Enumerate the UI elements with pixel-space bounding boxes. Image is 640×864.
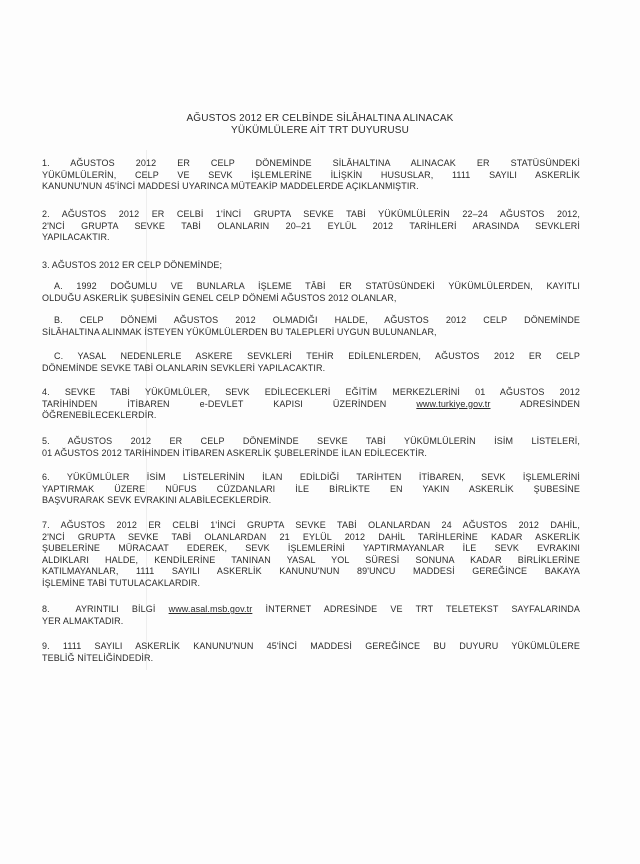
paragraph-7-line: 2'NCİ GRUPTA SEVKE TABİ OLANLARDAN 21 EYLÜL 2012 DAHİL TARİHLERİNE KADAR ASKERLİK xyxy=(42,531,580,542)
paragraph-1 xyxy=(42,158,580,193)
paragraph-8-text: 8. AYRINTILI BİLGİ xyxy=(42,604,169,614)
paragraph-7-line: ŞUBELERİNE MÜRACAAT EDEREK, SEVK İŞLEMLERİNİ YAPTIRMAYANLAR İLE SEVK EVRAKINI xyxy=(42,543,580,553)
paragraph-6-line: YAPTIRMAK ÜZERE NÜFUS CÜZDANLARI İLE BİRLİKTE EN YAKIN ASKERLİK ŞUBESİNE xyxy=(42,483,580,494)
asal-msb-link[interactable]: www.asal.msb.gov.tr xyxy=(168,604,253,614)
paragraph-7-line: KATILMAYANLAR, 1111 SAYILI ASKERLİK KANUNU'NUN 89'UNCU MADDESİ GEREĞİNCE BAKAYA xyxy=(42,566,580,576)
paragraph-3b-line: B. CELP DÖNEMİ AĞUSTOS 2012 OLMADIĞI HALDE, AĞUSTOS 2012 CELP DÖNEMİNDE xyxy=(54,315,580,325)
paragraph-3a-line: A. 1992 DOĞUMLU VE BUNLARLA İŞLEME TÂBİ ER STATÜSÜNDEKİ YÜKÜMLÜLERDEN, KAYITLI xyxy=(54,281,580,291)
paragraph-5-line: 5. AĞUSTOS 2012 ER CELP DÖNEMİNDE SEVKE TABİ YÜKÜMLÜLERİN İSİM LİSTELERİ, xyxy=(42,436,580,446)
paragraph-3c xyxy=(54,351,580,363)
paragraph-9-line: 9. 1111 SAYILI ASKERLİK KANUNU'NUN 45'İNCİ MADDESİ GEREĞİNCE BU DUYURU YÜKÜMLÜLERE xyxy=(42,641,580,651)
paragraph-5 xyxy=(42,436,580,459)
paragraph-7-line: ALDIKLARI HALDE, KENDİLERİNE TANINAN YASAL YOL SÜRESİ SONUNA KADAR BİRLİKLERİNE xyxy=(42,554,580,565)
paragraph-8 xyxy=(42,604,580,627)
paragraph-3 xyxy=(42,260,580,272)
paragraph-3b-cont xyxy=(42,327,580,339)
paragraph-7-line: İŞLEMİNE TABİ TUTULACAKLARDIR. xyxy=(42,577,201,588)
paragraph-8-line: YER ALMAKTADIR. xyxy=(42,615,124,626)
paragraph-4-text: ADRESİNDEN xyxy=(490,398,581,409)
paragraph-7-line: 7. AĞUSTOS 2012 ER CELBİ 1'İNCİ GRUPTA SEVKE TABİ OLANLARDAN 24 AĞUSTOS 2012 DAHİL, xyxy=(42,520,580,530)
paragraph-2-line: 2. AĞUSTOS 2012 ER CELBİ 1'İNCİ GRUPTA SEVKE TABİ YÜKÜMLÜLERİN 22–24 AĞUSTOS 2012, xyxy=(42,209,580,219)
paragraph-4-line-with-link xyxy=(42,399,580,411)
paragraph-2 xyxy=(42,209,580,244)
paragraph-8-text: İNTERNET ADRESİNDE VE TRT TELETEKST SAYFALARINDA xyxy=(252,604,580,614)
paragraph-3a-cont xyxy=(42,293,580,305)
paragraph-3c-line: DÖNEMİNDE SEVKE TABİ OLANLARIN SEVKLERİ YAPILACAKTIR. xyxy=(42,362,326,373)
paragraph-7 xyxy=(42,520,580,589)
paragraph-4-line: ÖĞRENEBİLECEKLERDİR. xyxy=(42,410,157,420)
paragraph-6 xyxy=(42,472,580,507)
paragraph-9 xyxy=(42,641,580,664)
paragraph-3b xyxy=(54,315,580,327)
paragraph-1-line: 1. AĞUSTOS 2012 ER CELP DÖNEMİNDE SİLÂHALTINA ALINACAK ER STATÜSÜNDEKİ xyxy=(42,158,580,168)
document-title-line-1: AĞUSTOS 2012 ER CELBİNDE SİLÂHALTINA ALINACAK xyxy=(186,113,454,124)
paragraph-3b-line: SİLÂHALTINA ALINMAK İSTEYEN YÜKÜMLÜLERDEN BU TALEPLERİ UYGUN BULUNANLAR, xyxy=(42,326,437,337)
turkiye-gov-link[interactable]: www.turkiye.gov.tr xyxy=(416,398,491,409)
paragraph-1-line: KANUNU'NUN 45'İNCİ MADDESİ UYARINCA MÜTEAKİP MADDELERDE AÇIKLANMIŞTIR. xyxy=(42,181,419,191)
paragraph-4-text: TARİHİNDEN İTİBAREN e-DEVLET KAPISI ÜZERİNDEN xyxy=(42,398,417,409)
paragraph-3a-line: OLDUĞU ASKERLİK ŞUBESİNİN GENEL CELP DÖNEMİ AĞUSTOS 2012 OLANLAR, xyxy=(42,292,397,303)
paragraph-4 xyxy=(42,387,580,422)
paragraph-5-line: 01 AĞUSTOS 2012 TARİHİNDEN İTİBAREN ASKERLİK ŞUBELERİNDE İLAN EDİLECEKTİR. xyxy=(42,447,428,458)
paragraph-3a xyxy=(54,281,580,293)
paragraph-1-line: YÜKÜMLÜLERİN, CELP VE SEVK İŞLEMLERİNE İLİŞKİN HUSUSLAR, 1111 SAYILI ASKERLİK xyxy=(42,169,580,180)
paragraph-3c-line: C. YASAL NEDENLERLE ASKERE SEVKLERİ TEHİR EDİLENLERDEN, AĞUSTOS 2012 ER CELP xyxy=(54,351,580,361)
document-title-line-2: YÜKÜMLÜLERE AİT TRT DUYURUSU xyxy=(231,125,409,136)
paragraph-4-line: 4. SEVKE TABİ YÜKÜMLÜLER, SEVK EDİLECEKLERİ EĞİTİM MERKEZLERİNİ 01 AĞUSTOS 2012 xyxy=(42,387,580,397)
paragraph-6-line: 6. YÜKÜMLÜLER İSİM LİSTELERİNİN İLAN EDİLDİĞİ TARİHTEN İTİBAREN, SEVK İŞLEMLERİNİ xyxy=(42,472,580,482)
paragraph-6-line: BAŞVURARAK SEVK EVRAKINI ALABİLECEKLERDİR. xyxy=(42,495,272,505)
paragraph-9-line: TEBLİĞ NİTELİĞİNDEDİR. xyxy=(42,652,154,663)
paragraph-8-line-with-link xyxy=(42,604,580,616)
paragraph-3c-cont xyxy=(42,363,580,375)
paragraph-3-line: 3. AĞUSTOS 2012 ER CELP DÖNEMİNDE; xyxy=(42,260,223,270)
paragraph-2-line: YAPILACAKTIR. xyxy=(42,232,110,242)
paragraph-2-line: 2'NCİ GRUPTA SEVKE TABİ OLANLARIN 20–21 EYLÜL 2012 TARİHLERİ ARASINDA SEVKLERİ xyxy=(42,220,580,231)
